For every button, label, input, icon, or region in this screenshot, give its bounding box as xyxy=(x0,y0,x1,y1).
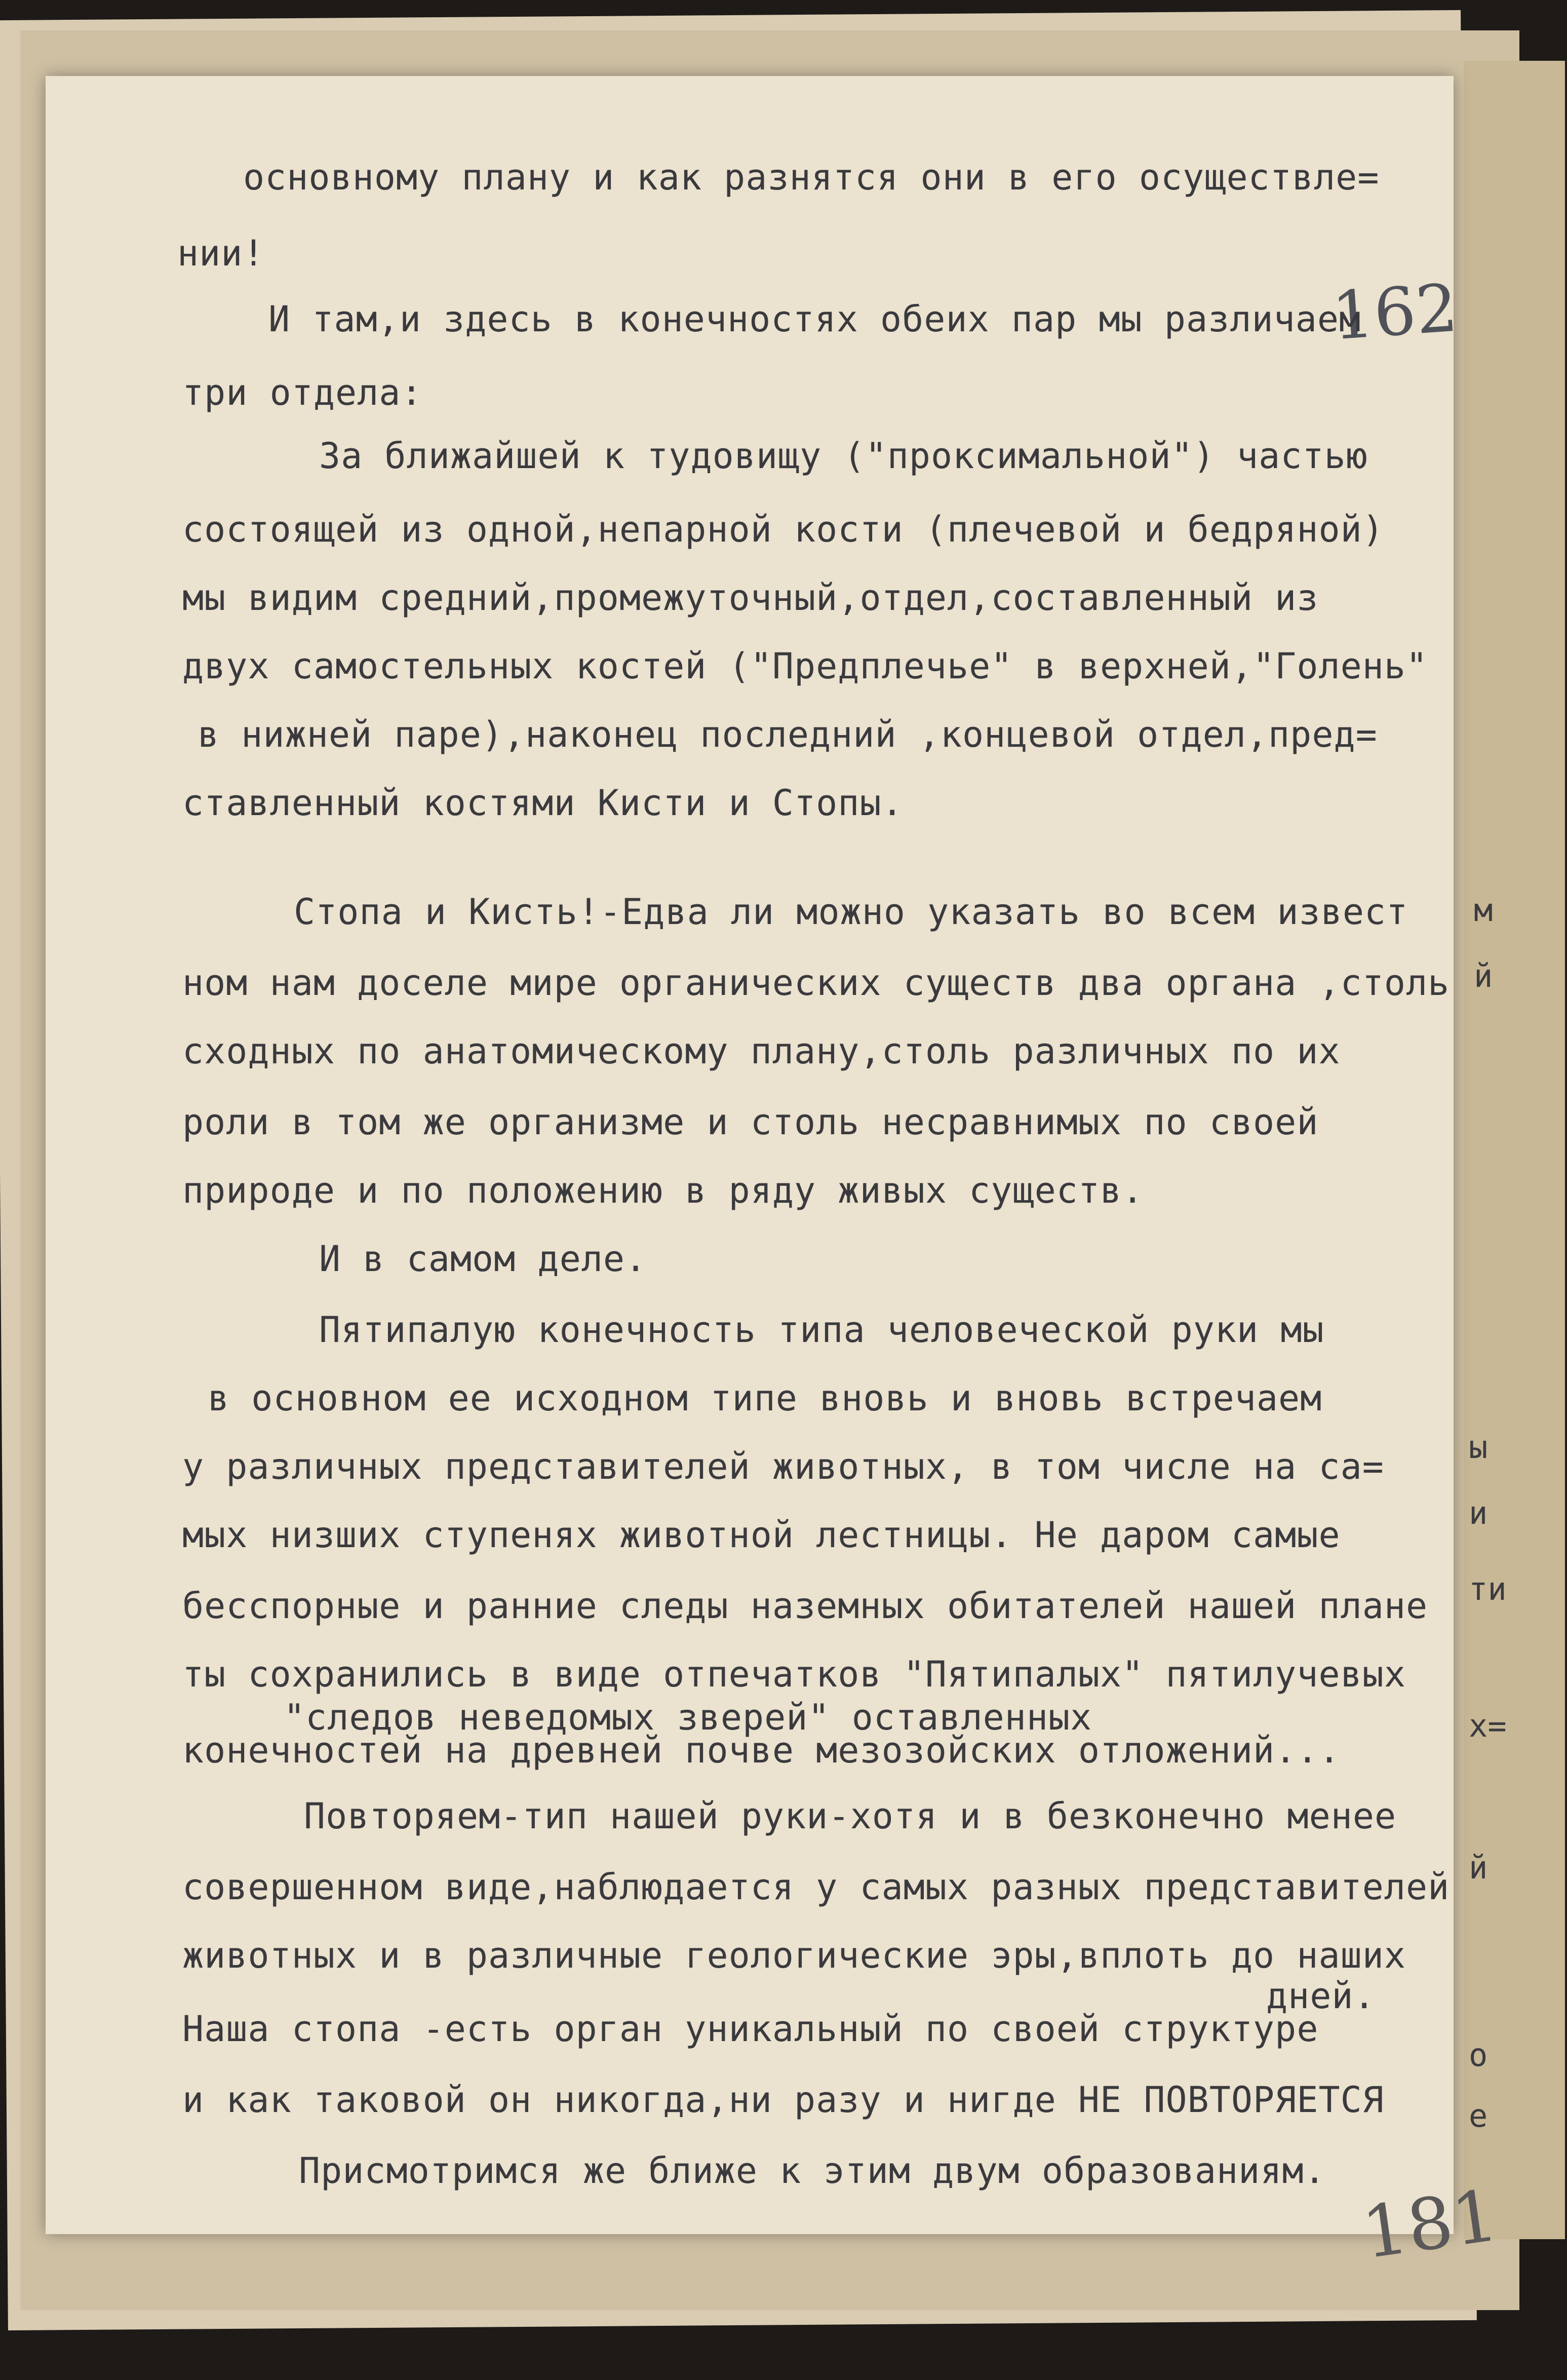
text-line: мы видим средний,промежуточный,отдел,составленный из xyxy=(182,577,1319,619)
typewritten-page xyxy=(46,76,1503,2275)
margin-fragment: е xyxy=(1469,2097,1488,2134)
text-line: ты сохранились в виде отпечатков "Пятипалых" пятилучевых xyxy=(182,1654,1406,1695)
folio-number: 162 xyxy=(1329,269,1461,355)
text-line: ставленный костями Кисти и Стопы. xyxy=(182,782,904,824)
margin-fragment: ти xyxy=(1469,1570,1507,1607)
margin-fragment: й xyxy=(1469,1849,1488,1886)
text-line: в основном ее исходном типе вновь и вновь встречаем xyxy=(208,1377,1322,1419)
text-line: сходных по анатомическому плану,столь различных по их xyxy=(182,1030,1341,1072)
margin-fragment: м xyxy=(1474,892,1493,929)
text-line: животных и в различные геологические эры,вплоть до наших xyxy=(182,1935,1406,1976)
text-line: конечностей на древней почве мезозойских отложений... xyxy=(182,1730,1341,1771)
text-line: "следов неведомых зверей" оставленных xyxy=(284,1697,1092,1738)
margin-fragment: ы xyxy=(1469,1429,1488,1466)
text-line: За ближайшей к тудовищу ("проксимальной") частью xyxy=(319,435,1368,477)
text-line: Повторяем-тип нашей руки-хотя и в безконечно менее xyxy=(304,1795,1397,1837)
margin-fragment: и xyxy=(1469,1494,1488,1531)
text-line: нии! xyxy=(177,233,265,274)
text-line: И в самом деле. xyxy=(319,1238,647,1280)
text-line: и как таковой он никогда,ни разу и нигде НЕ ПОВТОРЯЕТСЯ xyxy=(182,2079,1384,2121)
text-line: роли в том же организме и столь несравнимых по своей xyxy=(182,1101,1319,1143)
text-line: состоящей из одной,непарной кости (плечевой и бедряной) xyxy=(182,509,1384,550)
text-line: в нижней паре),наконец последний ,концевой отдел,пред= xyxy=(198,714,1378,755)
text-line: ном нам доселе мире органических существ два органа ,столь xyxy=(182,962,1450,1004)
text-line: бесспорные и ранние следы наземных обитателей нашей плане xyxy=(182,1585,1428,1627)
archive-number: 181 xyxy=(1357,2174,1503,2275)
text-line: Наша стопа -есть орган уникальный по своей структуре xyxy=(182,2008,1319,2050)
margin-fragment: о xyxy=(1469,2037,1488,2074)
margin-fragment: й xyxy=(1474,957,1493,994)
underlying-page-edge xyxy=(1464,61,1565,2239)
margin-fragment: х= xyxy=(1469,1707,1507,1744)
text-line: мых низших ступенях животной лестницы. Не даром самые xyxy=(182,1514,1341,1556)
text-line: природе и по положению в ряду живых существ. xyxy=(182,1170,1144,1211)
text-line: двух самостельных костей ("Предплечье" в верхней,"Голень" xyxy=(182,645,1428,687)
text-line: совершенном виде,наблюдается у самых разных представителей xyxy=(182,1866,1450,1908)
text-line: Стопа и Кисть!-Едва ли можно указать во всем извест xyxy=(294,891,1408,933)
text-line: у различных представителей животных, в том числе на са= xyxy=(182,1446,1384,1487)
text-line: И там,и здесь в конечностях обеих пар мы различаем xyxy=(268,298,1361,340)
text-line: дней. xyxy=(1266,1975,1376,2017)
text-line: Пятипалую конечность типа человеческой руки мы xyxy=(319,1309,1324,1351)
text-line: три отдела: xyxy=(182,372,423,413)
text-line: Присмотримся же ближе к этим двум образованиям. xyxy=(299,2150,1326,2192)
text-line: основному плану и как разнятся они в его осуществле= xyxy=(243,157,1380,198)
